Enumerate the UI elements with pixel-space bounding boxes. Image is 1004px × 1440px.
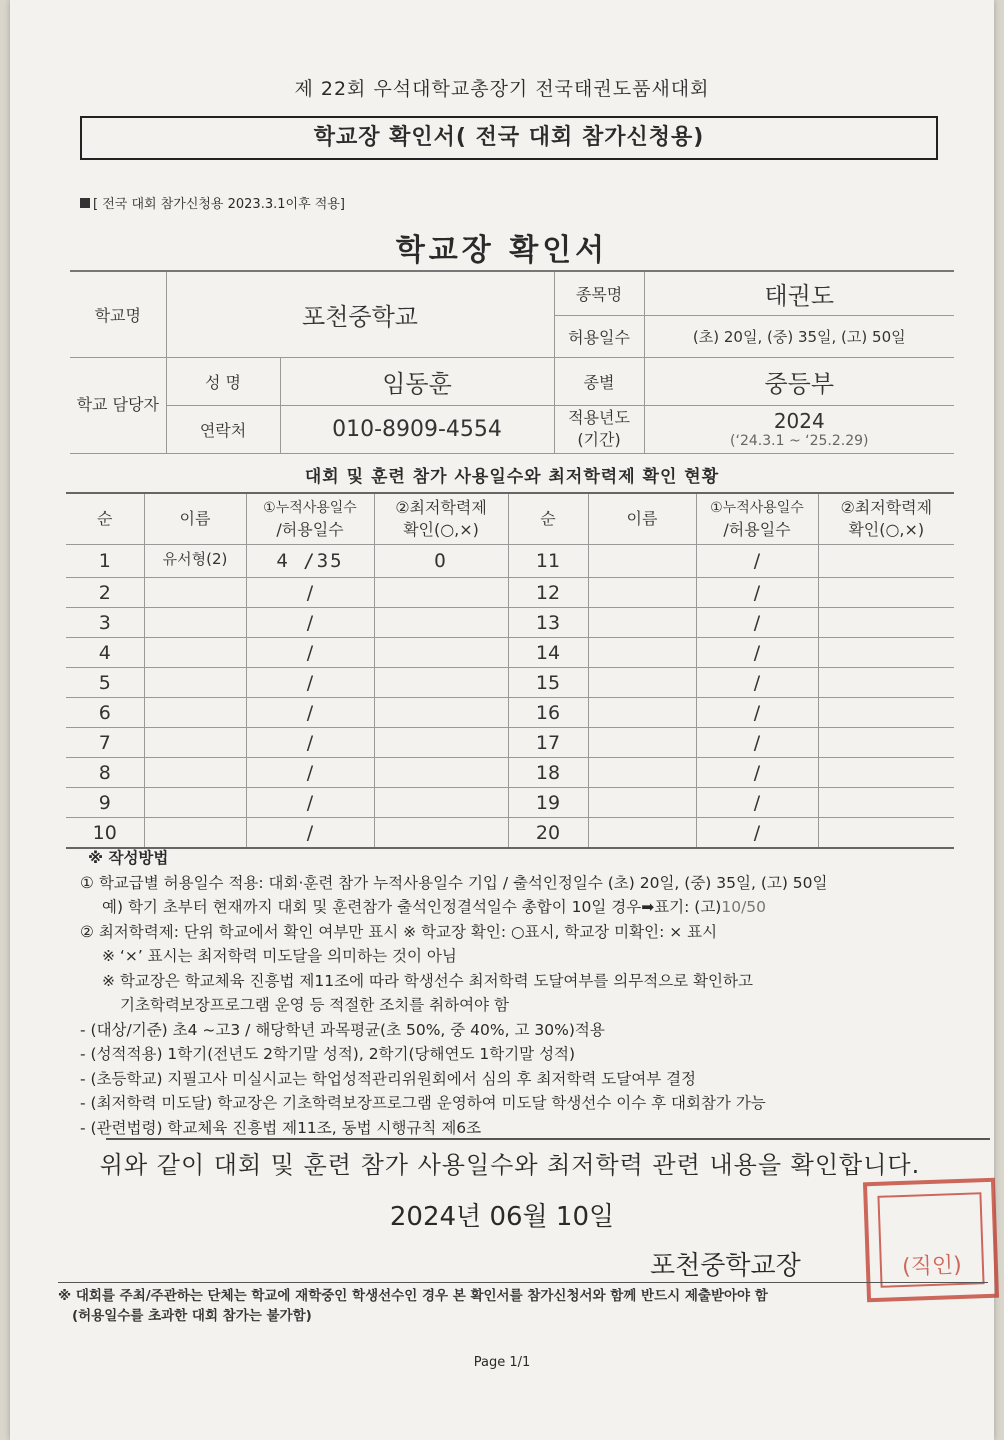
divider — [106, 1138, 990, 1140]
row-days: / — [246, 698, 374, 728]
row-name — [144, 638, 246, 668]
instruction-line: ※ 학교장은 학교체육 진흥법 제11조에 따라 학생선수 최저학력 도달여부를 의무적으로 확인하고 — [102, 971, 753, 990]
table-row — [66, 578, 954, 608]
row-check — [374, 578, 508, 608]
row-days: / — [246, 728, 374, 758]
row-no: 4 — [66, 638, 144, 668]
row-check2 — [818, 818, 954, 849]
year-label — [554, 405, 644, 453]
row-days2: / — [696, 638, 818, 668]
instruction-line: - (대상/기준) 초4 ~고3 / 해당학년 과목평균(초 50%, 중 40%, 고 30%)적용 — [80, 1020, 605, 1039]
category-value: 중등부 — [644, 357, 954, 405]
principal-name: 포천중학교장 — [650, 1251, 801, 1281]
row-no: 10 — [66, 818, 144, 849]
row-no2: 20 — [508, 818, 588, 849]
row-days: / — [246, 668, 374, 698]
category-label: 종별 — [554, 357, 644, 405]
period-value: (‘24.3.1 ~ ‘25.2.29) — [730, 433, 869, 449]
instruction-example-value: 10/50 — [721, 898, 767, 916]
school-label: 학교명 — [70, 271, 166, 357]
row-name — [144, 668, 246, 698]
row-no2: 13 — [508, 608, 588, 638]
row-no2: 18 — [508, 758, 588, 788]
col-days-header — [246, 493, 374, 545]
row-check2 — [818, 758, 954, 788]
col-days-header-line2: /허용일수 — [276, 520, 344, 539]
col-check-header — [374, 493, 508, 545]
applicability-note — [80, 193, 345, 212]
row-name — [144, 788, 246, 818]
table-row — [66, 818, 954, 849]
row-no2: 16 — [508, 698, 588, 728]
footnote-line: ※ 대회를 주최/주관하는 단체는 학교에 재학중인 학생선수인 경우 본 확인서를 참가신청서와 함께 반드시 제출받아야 함 — [58, 1288, 768, 1304]
row-name2 — [588, 578, 696, 608]
instruction-line: - (최저학력 미도달) 학교장은 기초학력보장프로그램 운영하여 미도달 학생선수 이수 후 대회참가 가능 — [80, 1094, 766, 1112]
row-check2 — [818, 698, 954, 728]
row-days2: / — [696, 545, 818, 578]
row-check2 — [818, 788, 954, 818]
instruction-line: - (성적적용) 1학기(전년도 2학기말 성적), 2학기(당해연도 1학기말 성적) — [80, 1045, 576, 1063]
instruction-line: - (초등학교) 지필고사 미실시교는 학업성적관리위원회에서 심의 후 최저학력 도달여부 결정 — [80, 1069, 697, 1088]
status-title: 대회 및 훈련 참가 사용일수와 최저학력제 확인 현황 — [304, 467, 720, 487]
sport-value: 태권도 — [644, 271, 954, 315]
row-no2: 19 — [508, 788, 588, 818]
event-title: 제 22회 우석대학교총장기 전국태권도품새대회 — [294, 78, 710, 100]
col-check-header-line1: ②최저학력제 — [395, 498, 487, 517]
square-bullet-icon — [80, 198, 90, 208]
instruction-example — [80, 895, 970, 920]
confirmation-statement: 위와 같이 대회 및 훈련 참가 사용일수와 최저학력 관련 내용을 확인합니다. — [99, 1151, 921, 1179]
footnote — [58, 1286, 988, 1326]
col-no2-header: 순 — [508, 493, 588, 545]
row-check — [374, 788, 508, 818]
row-name2 — [588, 728, 696, 758]
year-label-line2: (기간) — [577, 430, 621, 449]
row-days: / — [246, 578, 374, 608]
row-check2 — [818, 608, 954, 638]
row-check — [374, 758, 508, 788]
row-check2 — [818, 578, 954, 608]
participation-table — [66, 492, 954, 849]
official-seal-stamp — [863, 1178, 999, 1303]
row-days: / — [246, 788, 374, 818]
row-no: 9 — [66, 788, 144, 818]
row-name2 — [588, 545, 696, 578]
sport-label: 종목명 — [554, 271, 644, 315]
table-header-row — [66, 493, 954, 545]
instruction-line: - (관련법령) 학교체육 진흥법 제11조, 동법 시행규칙 제6조 — [80, 1118, 482, 1137]
row-name2 — [588, 608, 696, 638]
seal-text: (직인) — [901, 1252, 963, 1281]
col-check-header-line2: 확인(○,×) — [403, 520, 479, 539]
row-name2 — [588, 758, 696, 788]
footnote-line: (허용일수를 초과한 대회 참가는 불가함) — [72, 1308, 312, 1324]
instruction-line: 기초학력보장프로그램 운영 등 적절한 조치를 취하여야 함 — [120, 996, 509, 1014]
row-check2 — [818, 728, 954, 758]
table-row — [66, 545, 954, 578]
row-name2 — [588, 638, 696, 668]
school-value: 포천중학교 — [166, 271, 554, 357]
row-check — [374, 698, 508, 728]
row-days: / — [246, 608, 374, 638]
table-row — [66, 698, 954, 728]
col-check2-header-line2: 확인(○,×) — [848, 520, 925, 539]
form-title-box: 학교장 확인서( 전국 대회 참가신청용) — [80, 116, 938, 160]
row-name: 유서형(2) — [144, 545, 246, 578]
table-row — [66, 758, 954, 788]
row-no2: 14 — [508, 638, 588, 668]
row-days2: / — [696, 788, 818, 818]
row-check — [374, 608, 508, 638]
manager-label: 학교 담당자 — [70, 357, 166, 453]
row-no: 1 — [66, 545, 144, 578]
table-row — [66, 608, 954, 638]
applicability-note-text: [ 전국 대회 참가신청용 2023.3.1이후 적용] — [93, 197, 345, 212]
col-days2-header-line1: ①누적사용일수 — [710, 500, 804, 516]
row-days2: / — [696, 728, 818, 758]
row-name — [144, 578, 246, 608]
instructions-heading: ※ 작성방법 — [88, 849, 169, 867]
row-check2 — [818, 545, 954, 578]
row-name2 — [588, 788, 696, 818]
row-days2: / — [696, 608, 818, 638]
row-name2 — [588, 668, 696, 698]
row-no: 3 — [66, 608, 144, 638]
row-check — [374, 638, 508, 668]
row-days2: / — [696, 758, 818, 788]
row-check — [374, 728, 508, 758]
main-title: 학교장 확인서 — [395, 233, 609, 268]
instruction-line: ※ ‘×’ 표시는 최저학력 미도달을 의미하는 것이 아님 — [102, 947, 457, 965]
instruction-example-text: 예) 학기 초부터 현재까지 대회 및 훈련참가 출석인정결석일수 총합이 10일 경우➡표기: (고) — [102, 898, 722, 916]
col-no-header: 순 — [66, 493, 144, 545]
row-check — [374, 818, 508, 849]
contact-value: 010-8909-4554 — [280, 405, 554, 453]
name-value: 임동훈 — [280, 357, 554, 405]
row-name — [144, 698, 246, 728]
row-no: 8 — [66, 758, 144, 788]
allowed-days-label: 허용일수 — [554, 315, 644, 357]
info-table — [70, 270, 954, 454]
contact-label: 연락처 — [166, 405, 280, 453]
table-row — [66, 638, 954, 668]
row-check2 — [818, 638, 954, 668]
col-check2-header — [818, 493, 954, 545]
instruction-line: ② 최저학력제: 단위 학교에서 확인 여부만 표시 ※ 학교장 확인: ○표시, 학교장 미확인: × 표시 — [80, 922, 718, 941]
col-name2-header: 이름 — [588, 493, 696, 545]
page-number: Page 1/1 — [473, 1355, 531, 1370]
divider — [58, 1282, 988, 1283]
row-days: 4 /35 — [246, 545, 374, 578]
col-days2-header — [696, 493, 818, 545]
document-page — [10, 0, 994, 1440]
instruction-line: ① 학교급별 허용일수 적용: 대회·훈련 참가 누적사용일수 기입 / 출석인정일수 (초) 20일, (중) 35일, (고) 50일 — [80, 873, 828, 892]
row-days: / — [246, 638, 374, 668]
allowed-days-value: (초) 20일, (중) 35일, (고) 50일 — [644, 315, 954, 357]
row-days2: / — [696, 668, 818, 698]
row-days: / — [246, 758, 374, 788]
row-name — [144, 608, 246, 638]
row-no: 5 — [66, 668, 144, 698]
row-name — [144, 758, 246, 788]
row-name2 — [588, 818, 696, 849]
year-label-line1: 적용년도 — [568, 408, 630, 427]
row-check2 — [818, 668, 954, 698]
table-row — [66, 788, 954, 818]
year-value: 2024 — [773, 409, 825, 433]
row-name — [144, 728, 246, 758]
row-days: / — [246, 818, 374, 849]
col-days-header-line1: ①누적사용일수 — [263, 500, 357, 516]
row-check: O — [374, 545, 508, 578]
row-no2: 12 — [508, 578, 588, 608]
row-no: 6 — [66, 698, 144, 728]
col-days2-header-line2: /허용일수 — [723, 520, 791, 539]
confirmation-date: 2024년 06월 10일 — [389, 1202, 615, 1232]
row-name — [144, 818, 246, 849]
col-check2-header-line1: ②최저학력제 — [840, 498, 933, 517]
table-row — [66, 728, 954, 758]
row-no2: 11 — [508, 545, 588, 578]
name-label: 성 명 — [166, 357, 280, 405]
row-no: 7 — [66, 728, 144, 758]
instructions — [80, 846, 970, 1140]
row-no2: 15 — [508, 668, 588, 698]
table-row — [66, 668, 954, 698]
row-check — [374, 668, 508, 698]
row-no: 2 — [66, 578, 144, 608]
row-days2: / — [696, 578, 818, 608]
year-cell — [644, 405, 954, 453]
col-name-header: 이름 — [144, 493, 246, 545]
row-name2 — [588, 698, 696, 728]
row-days2: / — [696, 818, 818, 849]
row-days2: / — [696, 698, 818, 728]
row-no2: 17 — [508, 728, 588, 758]
